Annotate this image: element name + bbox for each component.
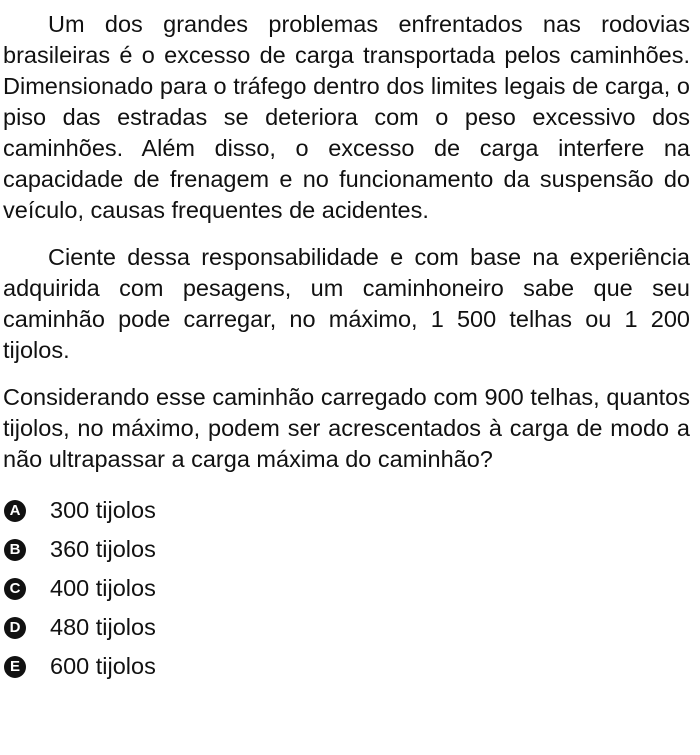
option-e[interactable] [3, 647, 690, 686]
option-b-badge: B [4, 539, 26, 561]
context-paragraph: Ciente dessa responsabilidade e com base na experiência adquirida com pesagens, um caminhoneiro sabe que seu caminhão pode carregar, no máximo, 1 500 telhas ou 1 200 tijolos. [3, 244, 690, 363]
option-d-text: 480 tijolos [50, 614, 156, 640]
option-e-badge: E [4, 656, 26, 678]
option-b-text: 360 tijolos [50, 536, 156, 562]
option-b[interactable] [3, 530, 690, 569]
option-c-text: 400 tijolos [50, 575, 156, 601]
question-text: Considerando esse caminhão carregado com 900 telhas, quantos tijolos, no máximo, podem ser acrescentados à carga de modo a não ultrapassar a carga máxima do caminhão? [3, 384, 690, 472]
option-a-text: 300 tijolos [50, 497, 156, 523]
option-c-badge: C [4, 578, 26, 600]
option-d-badge: D [4, 617, 26, 639]
option-a-badge: A [4, 500, 26, 522]
option-d[interactable] [3, 608, 690, 647]
option-c[interactable] [3, 569, 690, 608]
answer-options [3, 491, 690, 686]
option-e-text: 600 tijolos [50, 653, 156, 679]
intro-paragraph: Um dos grandes problemas enfrentados nas rodovias brasileiras é o excesso de carga transportada pelos caminhões. Dimensionado para o tráfego dentro dos limites legais de carga, o piso das estradas se deteriora com o peso excessivo dos caminhões. Além disso, o excesso de carga interfere na capacidade de frenagem e no funcionamento da suspensão do veículo, causas frequentes de acidentes. [3, 11, 690, 223]
option-a[interactable] [3, 491, 690, 530]
